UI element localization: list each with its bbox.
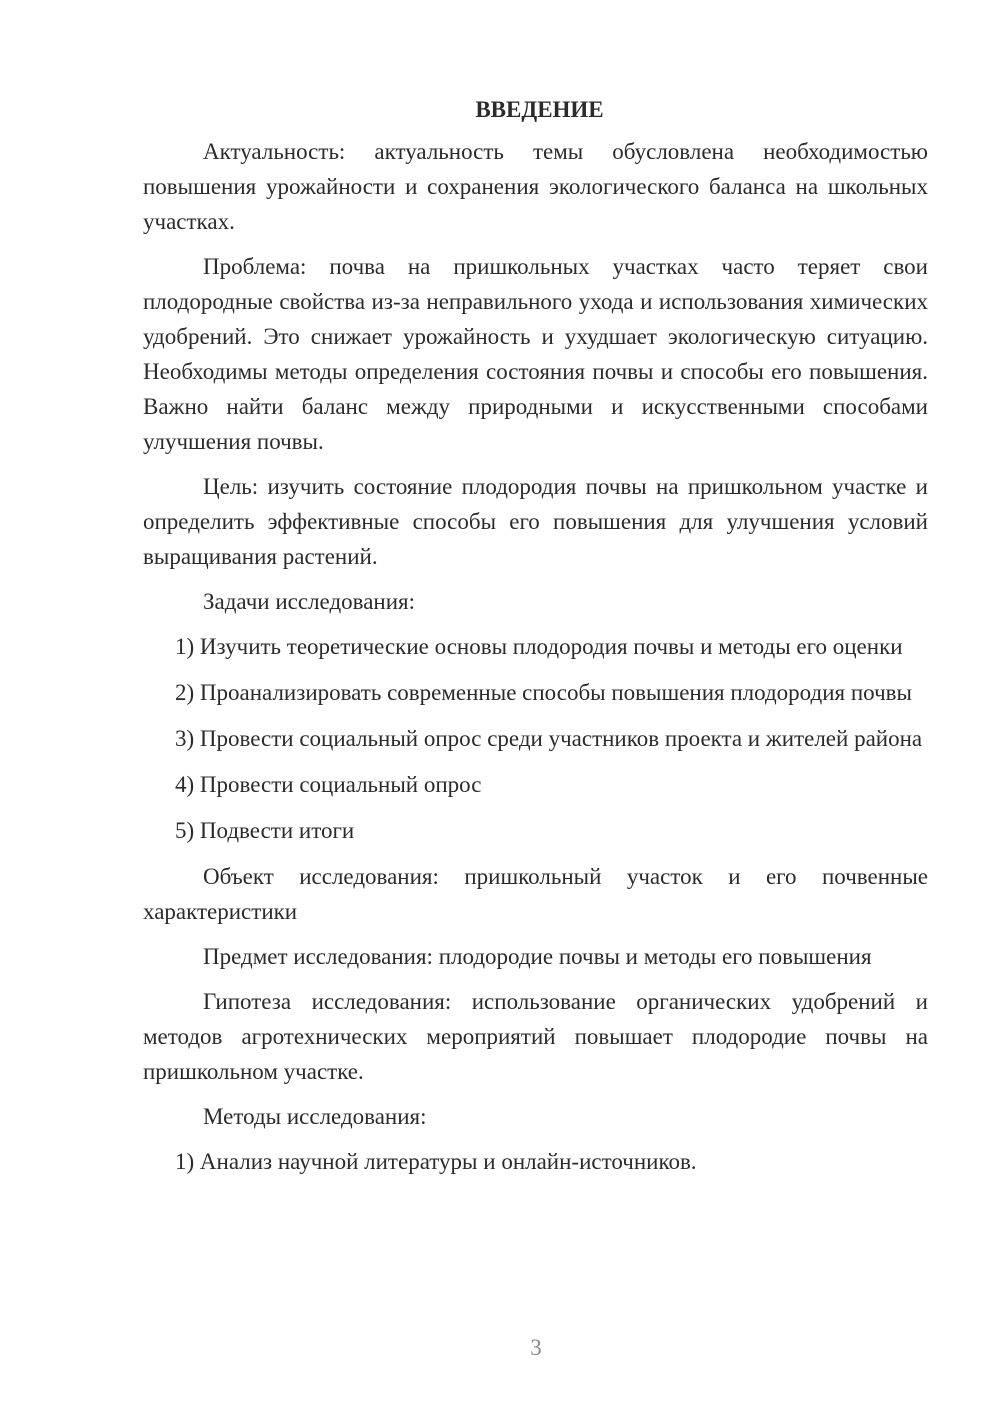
task-item-4: 4) Провести социальный опрос <box>175 772 482 797</box>
relevance-paragraph: Актуальность: актуальность темы обусловлена необходимостью повышения урожайности и сохранения экологического баланса на школьных участках. <box>143 139 928 234</box>
page-content <box>143 92 928 1190</box>
page-number: 3 <box>530 1335 542 1360</box>
task-item-2: 2) Проанализировать современные способы повышения плодородия почвы <box>175 680 912 705</box>
problem-paragraph: Проблема: почва на пришкольных участках часто теряет свои плодородные свойства из-за неправильного ухода и использования химических удобрений. Это снижает урожайность и ухудшает экологическую ситуацию. Необходимы методы определения состояния почвы и способы его повышения. Важно найти баланс между природными и искусственными способами улучшения почвы. <box>143 254 928 454</box>
hypothesis-paragraph: Гипотеза исследования: использование органических удобрений и методов агротехнических мероприятий повышает плодородие почвы на пришкольном участке. <box>143 989 928 1084</box>
subject-paragraph: Предмет исследования: плодородие почвы и методы его повышения <box>203 944 872 969</box>
method-item-1: 1) Анализ научной литературы и онлайн-источников. <box>175 1149 697 1174</box>
goal-paragraph: Цель: изучить состояние плодородия почвы на пришкольном участке и определить эффективные способы его повышения для улучшения условий выращивания растений. <box>143 474 928 569</box>
task-item-5: 5) Подвести итоги <box>175 818 355 843</box>
task-item-3: 3) Провести социальный опрос среди участников проекта и жителей района <box>175 726 923 751</box>
methods-heading: Методы исследования: <box>203 1104 427 1129</box>
tasks-heading: Задачи исследования: <box>203 589 416 614</box>
task-item-1: 1) Изучить теоретические основы плодородия почвы и методы его оценки <box>175 634 903 659</box>
section-title: ВВЕДЕНИЕ <box>475 97 604 122</box>
object-paragraph: Объект исследования: пришкольный участок и его почвенные характеристики <box>143 864 928 924</box>
